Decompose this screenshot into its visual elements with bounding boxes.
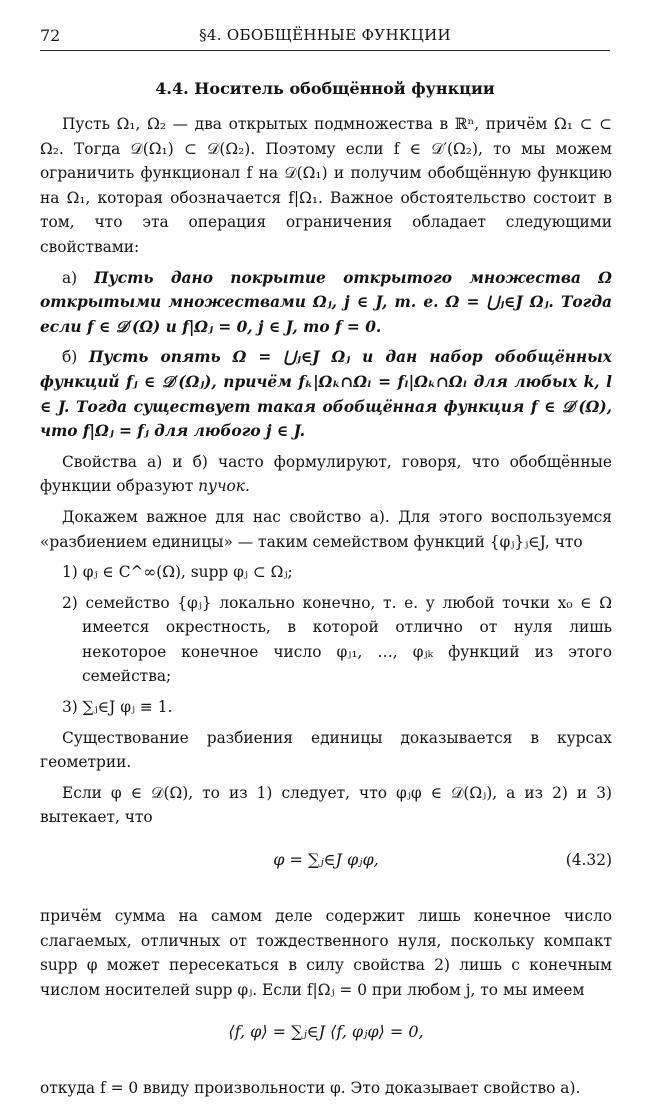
page-body [40, 112, 612, 1107]
equation-number: (4.32) [565, 851, 612, 870]
equation-4-32-expression: φ = ∑ⱼ∈J φⱼφ, [273, 850, 379, 870]
partition-paragraph: Докажем важное для нас свойство а). Для этого воспользуемся «разбиением единицы» — таким семейством функций {φⱼ}ⱼ∈J, что [40, 507, 612, 551]
sheaf-term: пучок. [198, 477, 250, 496]
property-b-text: Пусть опять Ω = ⋃ⱼ∈J Ωⱼ и дан набор обобщённых функций fⱼ ∈ 𝒟′(Ωⱼ), причём fₖ|Ωₖ∩Ωₗ = fₗ|Ωₖ∩Ωₗ для любых k, l ∈ J. Тогда существует такая обобщённая функция f ∈ 𝒟′(Ω), что f|Ωⱼ = fⱼ для любого j ∈ J. [40, 348, 612, 441]
header-rule [40, 50, 610, 51]
list-item-1: 1) φⱼ ∈ C^∞(Ω), supp φⱼ ⊂ Ωⱼ; [62, 563, 293, 582]
page-header [40, 26, 610, 50]
sheaf-paragraph [40, 450, 612, 499]
pairing-equation-expression: ⟨f, φ⟩ = ∑ⱼ∈J ⟨f, φⱼφ⟩ = 0, [228, 1022, 424, 1042]
pairing-equation [40, 1008, 612, 1070]
intro-paragraph: Пусть Ω₁, Ω₂ — два открытых подмножества в ℝⁿ, причём Ω₁ ⊂ ⊂ Ω₂. Тогда 𝒟(Ω₁) ⊂ 𝒟(Ω₂). Поэтому если f ∈ 𝒟′(Ω₂), то мы можем ограничить функционал f на 𝒟(Ω₁) и получим обобщённую функцию на Ω₁, которая обозначается f|Ω₁. Важное обстоятельство состоит в том, что эта операция ограничения обладает следующими свойствами: [40, 115, 612, 256]
property-b-label: б) [62, 348, 78, 367]
finite-sum-paragraph: причём сумма на самом деле содержит лишь конечное число слагаемых, отличных от тождественного нуля, поскольку компакт supp φ может пересекаться в силу свойства 2) лишь с конечным числом носителей supp φⱼ. Если f|Ωⱼ = 0 при любом j, то мы имеем [40, 907, 612, 999]
property-a-text: Пусть дано покрытие открытого множества Ω открытыми множествами Ωⱼ, j ∈ J, т. е. Ω = ⋃ⱼ∈J Ωⱼ. Тогда если f ∈ 𝒟′(Ω) и f|Ωⱼ = 0, j ∈ J, то f = 0. [40, 268, 612, 336]
list-item-3: 3) ∑ⱼ∈J φⱼ ≡ 1. [62, 698, 173, 717]
page-number: 72 [40, 26, 61, 45]
running-head: §4. ОБОБЩЁННЫЕ ФУНКЦИИ [199, 26, 451, 44]
conclusion-paragraph: откуда f = 0 ввиду произвольности φ. Это доказывает свойство а). [40, 1079, 581, 1098]
existence-paragraph: Существование разбиения единицы доказывается в курсах геометрии. [40, 728, 612, 772]
list-item-2: 2) семейство {φⱼ} локально конечно, т. е. у любой точки x₀ ∈ Ω имеется окрестность, в которой отлично от нуля лишь некоторое конечное число φⱼ₁, …, φⱼₖ функций из этого семейства; [62, 593, 612, 686]
property-a [40, 266, 612, 340]
property-b [40, 345, 612, 443]
property-a-label: а) [62, 268, 78, 287]
sheaf-text: Свойства а) и б) часто формулируют, говоря, что обобщённые функции образуют [40, 452, 612, 496]
section-title: 4.4. Носитель обобщённой функции [155, 79, 495, 98]
equation-4-32 [40, 836, 612, 898]
test-function-paragraph: Если φ ∈ 𝒟(Ω), то из 1) следует, что φⱼφ ∈ 𝒟(Ωⱼ), а из 2) и 3) вытекает, что [40, 783, 612, 827]
